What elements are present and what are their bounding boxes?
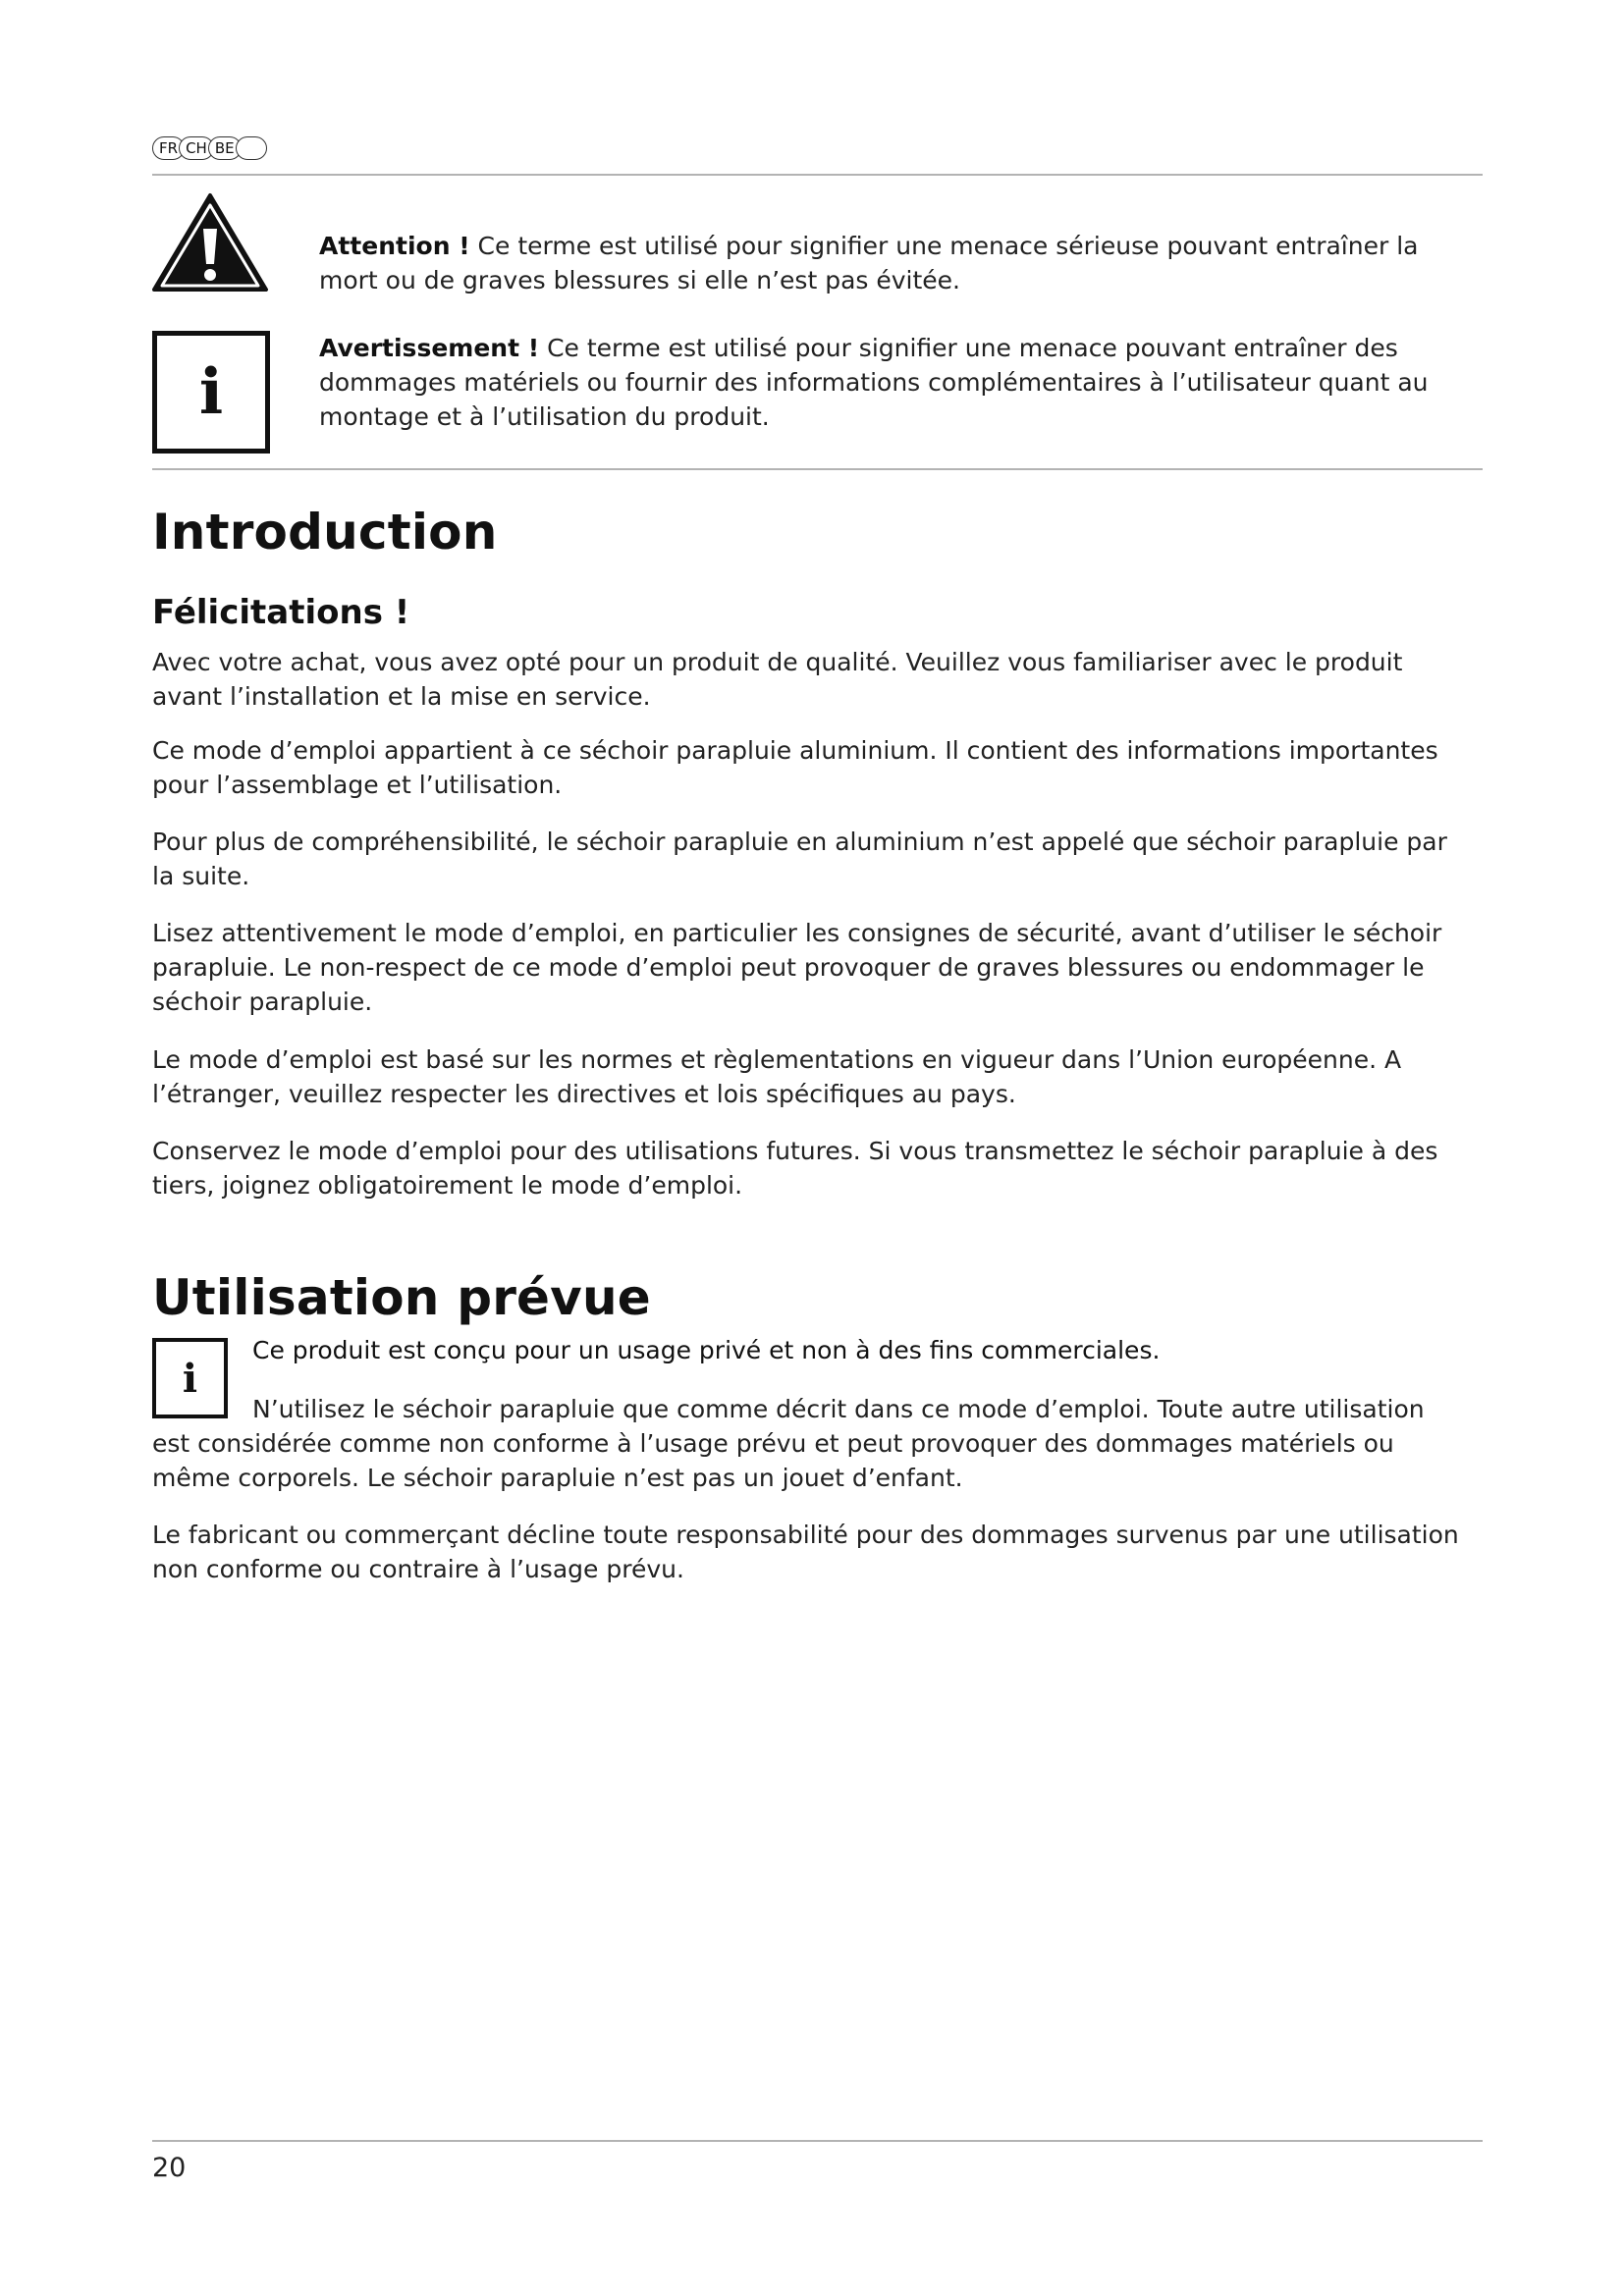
country-code-fr: FR <box>152 136 185 160</box>
intro-paragraph-1: Avec votre achat, vous avez opté pour un produit de qualité. Veuillez vous familiariser avec le produit avant l’installation et la mise en service. <box>152 648 1403 711</box>
attention-label: Attention ! <box>319 232 470 260</box>
intro-paragraph-3: Pour plus de compréhensibilité, le séchoir parapluie en aluminium n’est appelé que séchoir parapluie par la suite. <box>152 828 1447 890</box>
country-code-ch: CH <box>179 136 214 160</box>
page-number: 20 <box>152 2153 187 2183</box>
notice-divider <box>152 468 1483 470</box>
intro-paragraph-2: Ce mode d’emploi appartient à ce séchoir parapluie aluminium. Il contient des informations importantes pour l’assemblage et l’utilisation. <box>152 736 1438 799</box>
warning-notice <box>319 331 1483 434</box>
warning-triangle-icon <box>150 191 270 294</box>
info-icon-small: i <box>152 1338 228 1418</box>
info-icon: i <box>152 331 270 454</box>
header-divider <box>152 174 1483 176</box>
warning-text: Ce terme est utilisé pour signifier une menace pouvant entraîner des dommages matériels ou fournir des informations complémentaires à l’utilisateur quant au montage et à l’utilisation du produit. <box>319 334 1429 431</box>
intro-paragraph-5: Le mode d’emploi est basé sur les normes et règlementations en vigueur dans l’Union européenne. A l’étranger, veuillez respecter les directives et lois spécifiques au pays. <box>152 1045 1402 1108</box>
country-badge <box>152 135 261 161</box>
intended-use-paragraph-2: Le fabricant ou commerçant décline toute responsabilité pour des dommages survenus par une utilisation non conforme ou contraire à l’usage prévu. <box>152 1521 1459 1583</box>
introduction-subtitle: Félicitations ! <box>152 593 410 632</box>
attention-notice <box>319 229 1483 297</box>
intended-use-paragraph-1: N’utilisez le séchoir parapluie que comme décrit dans ce mode d’emploi. Toute autre utilisation est considérée comme non conforme à l’usage prévu et peut provoquer des dommages matériels ou même corporels. Le séchoir parapluie n’est pas un jouet d’enfant. <box>152 1395 1425 1492</box>
country-code-be: BE <box>208 136 242 160</box>
intro-paragraph-4: Lisez attentivement le mode d’emploi, en particulier les consignes de sécurité, avant d’utiliser le séchoir parapluie. Le non-respect de ce mode d’emploi peut provoquer de graves blessures ou endommager le séchoir parapluie. <box>152 919 1442 1016</box>
footer-divider <box>152 2140 1483 2142</box>
warning-label: Avertissement ! <box>319 334 540 362</box>
intended-use-lead: Ce produit est conçu pour un usage privé et non à des fins commerciales. <box>252 1336 1161 1364</box>
introduction-title: Introduction <box>152 504 498 561</box>
country-code-blank <box>236 136 267 160</box>
attention-text: Ce terme est utilisé pour signifier une menace sérieuse pouvant entraîner la mort ou de graves blessures si elle n’est pas évitée. <box>319 232 1419 294</box>
intended-use-title: Utilisation prévue <box>152 1269 651 1326</box>
intro-paragraph-6: Conservez le mode d’emploi pour des utilisations futures. Si vous transmettez le séchoir parapluie à des tiers, joignez obligatoirement le mode d’emploi. <box>152 1137 1438 1200</box>
